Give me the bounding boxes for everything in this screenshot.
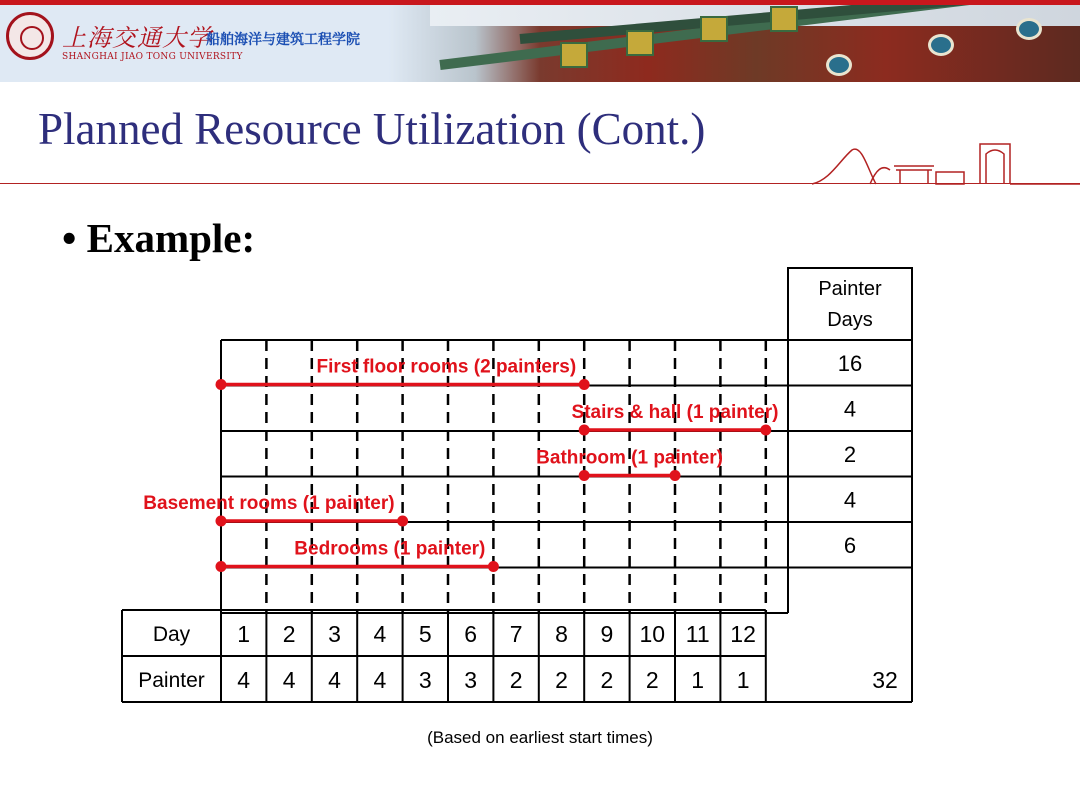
day-number: 4	[373, 621, 387, 647]
activity-painter-days: 2	[843, 442, 857, 467]
painter-count: 3	[464, 667, 478, 693]
school-name: 船舶海洋与建筑工程学院	[206, 31, 360, 47]
painter-count: 2	[555, 667, 568, 693]
total-painter-days: 32	[872, 667, 898, 693]
activity-label: Stairs & hall (1 painter)	[571, 402, 779, 423]
activity-end-dot	[670, 470, 681, 481]
day-number: 1	[237, 621, 251, 647]
bullet-text: Example:	[86, 215, 256, 261]
day-number: 10	[639, 621, 666, 647]
activity-painter-days: 16	[837, 351, 863, 376]
chart-caption: (Based on earliest start times)	[427, 728, 653, 747]
activity-label: Bathroom (1 painter)	[536, 447, 724, 469]
painter-row-label: Painter	[138, 669, 205, 692]
activity-painter-days: 6	[843, 533, 857, 558]
day-number: 8	[555, 621, 568, 647]
activity-start-dot	[216, 379, 227, 390]
slide-title: Planned Resource Utilization (Cont.)	[38, 104, 706, 154]
painter-count: 4	[282, 667, 296, 693]
university-logo-cn: 上海交通大学	[62, 24, 212, 52]
painter-count: 4	[328, 667, 341, 693]
activity-start-dot	[579, 425, 590, 436]
painter-count: 3	[418, 667, 432, 693]
activity-painter-days: 4	[843, 396, 857, 422]
painter-count: 1	[736, 667, 750, 693]
activity-start-dot	[216, 561, 227, 572]
day-number: 2	[282, 621, 296, 647]
day-number: 3	[328, 621, 341, 647]
activity-start-dot	[216, 516, 227, 527]
activity-painter-days: 4	[843, 487, 857, 513]
activity-end-dot	[488, 561, 499, 572]
activity-end-dot	[579, 379, 590, 390]
day-number: 6	[464, 621, 478, 647]
painter-count: 2	[509, 667, 523, 693]
activity-label: Bedrooms (1 painter)	[294, 538, 486, 560]
activity-label: Basement rooms (1 painter)	[143, 493, 395, 514]
painter-count: 2	[600, 667, 614, 693]
day-number: 9	[600, 621, 614, 647]
activity-label: First floor rooms (2 painters)	[316, 356, 577, 378]
activity-end-dot	[397, 516, 408, 527]
university-logo-en: SHANGHAI JIAO TONG UNIVERSITY	[62, 52, 243, 62]
painter-count: 4	[237, 667, 251, 693]
bullet-example: • Example:	[62, 215, 256, 261]
day-number: 7	[509, 621, 523, 647]
day-row-label: Day	[152, 623, 191, 646]
activity-start-dot	[579, 470, 590, 481]
painter-count: 1	[691, 667, 705, 693]
painter-count: 2	[645, 667, 659, 693]
day-number: 5	[418, 621, 432, 647]
painter-days-header-line2: Days	[827, 309, 873, 331]
painter-days-header-line1: Painter	[818, 278, 882, 300]
activity-end-dot	[760, 425, 771, 436]
day-number: 12	[730, 621, 756, 647]
painter-count: 4	[373, 667, 387, 693]
day-number: 11	[685, 621, 710, 647]
